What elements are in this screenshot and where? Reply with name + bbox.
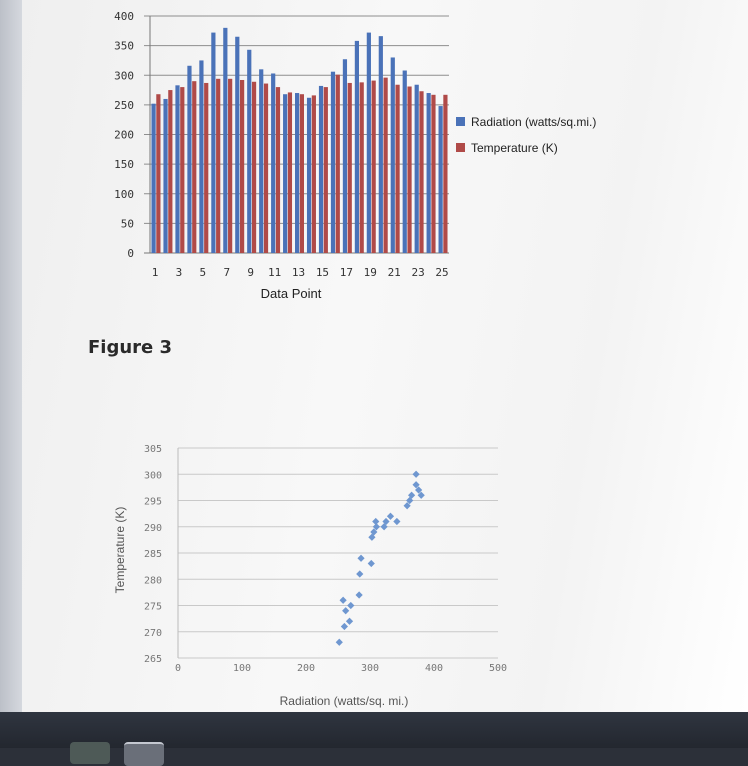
bar-y-tick-label: 250 (114, 98, 134, 112)
scatter-point (356, 570, 363, 577)
scatter-x-tick-label: 0 (174, 663, 182, 674)
scatter-x-tick-label: 300 (360, 663, 380, 674)
scatter-point (340, 597, 347, 604)
bar-x-tick-label: 17 (339, 266, 353, 279)
bar-y-tick-label: 350 (114, 39, 134, 53)
bar-x-tick-label: 3 (175, 266, 183, 279)
scatter-x-tick-label: 400 (424, 663, 444, 674)
bar-x-tick-label: 5 (199, 266, 207, 279)
taskbar-browser-icon[interactable] (124, 742, 164, 766)
scatter-chart-gridlines (178, 448, 498, 658)
scatter-x-tick-label: 100 (232, 663, 252, 674)
bar-x-tick-label: 13 (291, 266, 306, 279)
scatter-chart-y-axis-title: Temperature (K) (113, 506, 127, 594)
legend-label-radiation: Radiation (watts/sq.mi.) (471, 115, 597, 129)
bar-x-tick-label: 7 (223, 266, 231, 279)
scatter-y-tick-label: 280 (143, 575, 162, 587)
scatter-y-tick-label: 290 (143, 522, 162, 534)
bar-x-tick-label: 1 (151, 266, 159, 279)
bar-x-tick-label: 25 (435, 266, 449, 279)
scatter-chart-y-axis (144, 444, 162, 665)
scatter-chart-points (336, 471, 425, 646)
scatter-chart-x-axis-title: Radiation (watts/sq. mi.) (279, 694, 409, 708)
figure-label: Figure 3 (88, 337, 173, 358)
taskbar (0, 712, 748, 748)
scatter-point (368, 560, 375, 567)
scatter-point (387, 513, 394, 520)
bar-x-tick-label: 15 (315, 266, 330, 279)
bar-y-tick-label: 50 (120, 217, 134, 231)
scatter-point (393, 518, 400, 525)
scatter-point (372, 518, 379, 525)
bar-y-tick-label: 150 (114, 158, 134, 172)
scatter-chart-x-axis (175, 663, 507, 674)
bar-y-tick-label: 0 (127, 247, 134, 260)
scatter-y-tick-label: 270 (143, 627, 162, 639)
scatter-y-tick-label: 295 (143, 496, 162, 508)
scatter-point (342, 607, 349, 614)
bar-x-tick-label: 9 (247, 266, 254, 279)
scatter-y-tick-label: 275 (143, 601, 162, 613)
scatter-point (412, 471, 419, 478)
scatter-point (347, 602, 354, 609)
bar-chart-x-axis-title: Data Point (260, 286, 322, 301)
bar-x-tick-label: 19 (363, 266, 377, 279)
bar-x-tick-label: 21 (387, 266, 401, 279)
scatter-y-tick-label: 305 (143, 444, 162, 455)
bar-x-tick-label: 11 (267, 266, 282, 279)
bar-y-tick-label: 300 (114, 69, 134, 83)
scatter-x-tick-label: 200 (296, 663, 316, 674)
scatter-point (341, 623, 348, 630)
scatter-x-tick-label: 500 (488, 663, 508, 674)
scatter-point (346, 618, 353, 625)
bar-y-tick-label: 400 (114, 10, 134, 23)
scatter-point (357, 555, 364, 562)
legend-label-temperature: Temperature (K) (471, 141, 558, 155)
scatter-y-tick-label: 265 (143, 654, 162, 665)
bar-y-tick-label: 100 (114, 187, 134, 201)
taskbar-app-icon[interactable] (70, 742, 110, 764)
scatter-y-tick-label: 300 (143, 470, 162, 482)
scatter-point (356, 591, 363, 598)
scatter-point (336, 639, 343, 646)
bar-y-tick-label: 200 (114, 128, 134, 142)
scatter-y-tick-label: 285 (143, 549, 162, 560)
bar-x-tick-label: 23 (411, 266, 425, 279)
